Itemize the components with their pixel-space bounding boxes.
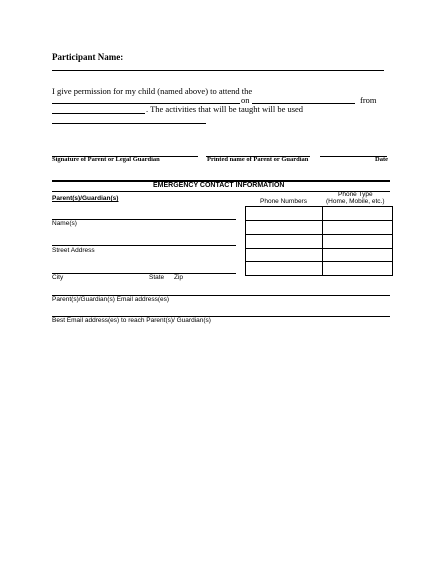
- phone-table-row-line: [246, 261, 392, 262]
- date-label: Date: [375, 156, 388, 163]
- names-line[interactable]: [52, 245, 236, 246]
- parents-guardians-line[interactable]: [52, 219, 236, 220]
- phone-table-row-line: [246, 220, 392, 221]
- dates-line[interactable]: [52, 113, 145, 114]
- participant-name-label: Participant Name:: [52, 52, 124, 62]
- parents-guardians-label: Parent(s)/Guardian(s): [52, 195, 119, 202]
- activities-use-line[interactable]: [52, 123, 206, 124]
- guardian-signature-label: Signature of Parent or Legal Guardian: [52, 156, 160, 163]
- phone-numbers-label: Phone Numbers: [260, 198, 307, 205]
- phone-type-examples: (Home, Mobile, etc.): [326, 198, 385, 205]
- state-label: State: [149, 274, 165, 281]
- from-label: from: [360, 95, 377, 105]
- names-label: Name(s): [52, 220, 77, 227]
- street-address-label: Street Address: [52, 247, 95, 254]
- phone-table-row-line: [246, 248, 392, 249]
- phone-table: [245, 206, 393, 276]
- street-address-line[interactable]: [52, 273, 236, 274]
- permission-text: I give permission for my child (named above) to attend the: [52, 86, 253, 96]
- activities-text: . The activities that will be taught will be used: [146, 104, 304, 114]
- zip-label: Zip: [174, 274, 184, 281]
- best-email-label: Best Email address(es) to reach Parent(s)/ Guardian(s): [52, 317, 211, 324]
- printed-name-label: Printed name of Parent or Guardian: [207, 156, 309, 163]
- city-label: City: [52, 274, 64, 281]
- emergency-title: EMERGENCY CONTACT INFORMATION: [153, 182, 285, 189]
- phone-type-label: Phone Type: [338, 191, 373, 198]
- participant-name-line[interactable]: [52, 70, 384, 71]
- phone-table-row-line: [246, 234, 392, 235]
- phone-table-col-divider: [322, 207, 323, 275]
- on-label: on: [241, 95, 250, 105]
- email-label: Parent(s)/Guardian(s) Email address(es): [52, 296, 170, 303]
